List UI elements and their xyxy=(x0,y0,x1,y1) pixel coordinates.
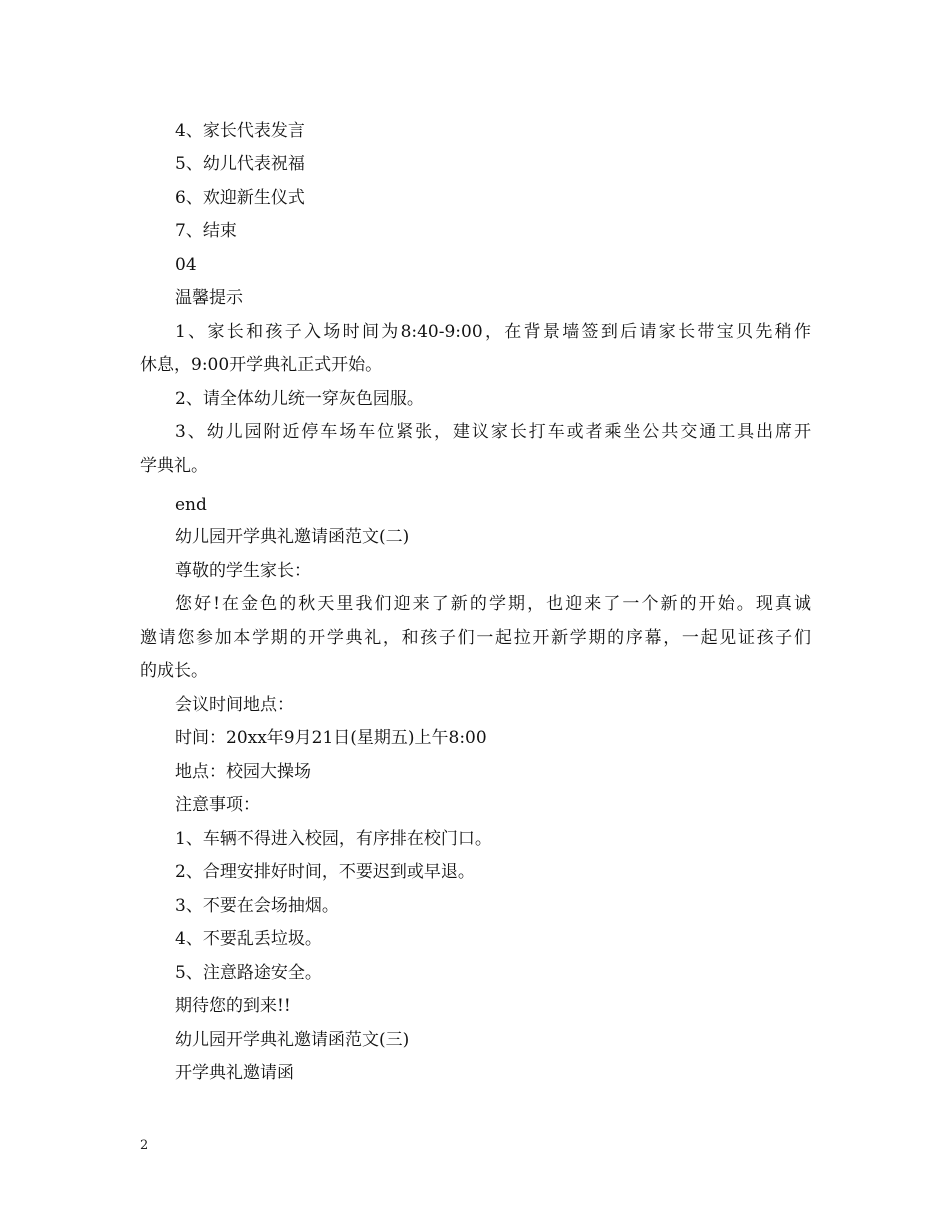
note-4: 4、不要乱丢垃圾。 xyxy=(175,929,322,949)
note-5: 5、注意路途安全。 xyxy=(175,963,322,983)
closing-line: 期待您的到来!! xyxy=(175,996,291,1016)
tip-2: 2、请全体幼儿统一穿灰色园服。 xyxy=(175,389,424,409)
invitation-title: 开学典礼邀请函 xyxy=(175,1063,294,1083)
section-number: 04 xyxy=(175,255,197,275)
tip-3-line-1: 3、幼儿园附近停车场车位紧张，建议家长打车或者乘坐公共交通工具出席开 xyxy=(175,422,811,442)
program-item-5: 5、幼儿代表祝福 xyxy=(175,154,305,174)
program-item-6: 6、欢迎新生仪式 xyxy=(175,188,305,208)
note-3: 3、不要在会场抽烟。 xyxy=(175,896,339,916)
meeting-location: 地点：校园大操场 xyxy=(175,762,311,782)
notes-heading: 注意事项： xyxy=(175,795,260,815)
tip-1-line-1: 1、家长和孩子入场时间为8:40-9:00，在背景墙签到后请家长带宝贝先稍作 xyxy=(175,322,811,342)
tips-heading: 温馨提示 xyxy=(175,288,243,308)
greeting-line-3: 的成长。 xyxy=(140,661,208,681)
greeting-line-2: 邀请您参加本学期的开学典礼，和孩子们一起拉开新学期的序幕，一起见证孩子们 xyxy=(140,628,811,648)
note-2: 2、合理安排好时间，不要迟到或早退。 xyxy=(175,862,475,882)
section-title-3: 幼儿园开学典礼邀请函范文(三) xyxy=(175,1030,410,1050)
tip-1-line-2: 休息，9:00开学典礼正式开始。 xyxy=(140,355,383,375)
meeting-info-heading: 会议时间地点： xyxy=(175,695,294,715)
program-item-7: 7、结束 xyxy=(175,221,237,241)
section-title-2: 幼儿园开学典礼邀请函范文(二) xyxy=(175,527,410,547)
end-marker: end xyxy=(175,495,207,515)
page-number: 2 xyxy=(140,1138,149,1153)
meeting-time: 时间：20xx年9月21日(星期五)上午8:00 xyxy=(175,728,487,748)
tip-3-line-2: 学典礼。 xyxy=(140,456,208,476)
program-item-4: 4、家长代表发言 xyxy=(175,121,305,141)
salutation: 尊敬的学生家长： xyxy=(175,561,311,581)
note-1: 1、车辆不得进入校园，有序排在校门口。 xyxy=(175,829,492,849)
greeting-line-1: 您好!在金色的秋天里我们迎来了新的学期，也迎来了一个新的开始。现真诚 xyxy=(175,594,811,614)
